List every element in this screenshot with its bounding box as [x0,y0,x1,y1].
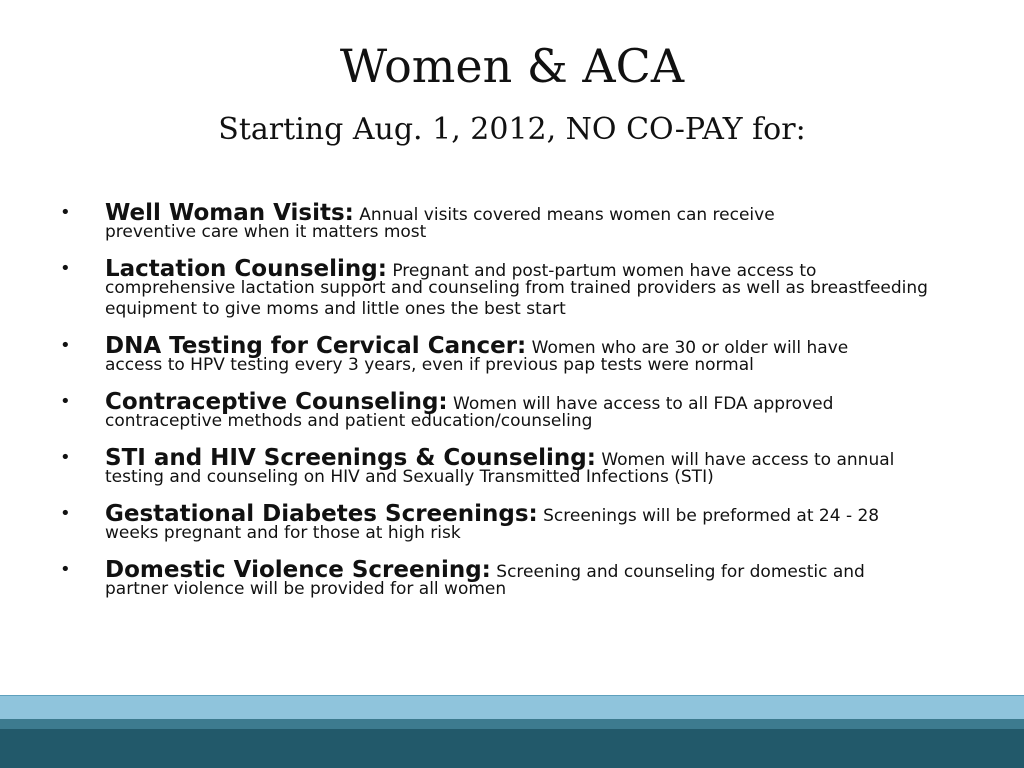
bullet-continuation-text: partner violence will be provided for all women [105,579,507,599]
bullet-item-well-woman [60,200,990,243]
bullet-lead-text: Screenings will be preformed at 24 - 28 [537,506,880,526]
bullet-list [60,200,990,613]
bullet-heading: Contraceptive Counseling: [105,389,448,415]
bullet-lead-text: Annual visits covered means women can receive [353,205,775,225]
bullet-marker: • [60,391,71,412]
bullet-lead-text: Screening and counseling for domestic and [490,562,865,582]
bullet-continuation-text: contraceptive methods and patient education/counseling [105,411,593,431]
bullet-heading: STI and HIV Screenings & Counseling: [105,445,596,471]
bullet-marker: • [60,503,71,524]
bullet-continuation-text: weeks pregnant and for those at high risk [105,523,461,543]
bullet-item-contraceptive [60,389,990,432]
bullet-heading: Gestational Diabetes Screenings: [105,501,538,527]
bullet-heading: DNA Testing for Cervical Cancer: [105,333,527,359]
bullet-continuation-text: access to HPV testing every 3 years, even if previous pap tests were normal [105,355,754,375]
bullet-continuation-text: testing and counseling on HIV and Sexually Transmitted Infections (STI) [105,467,714,487]
bullet-lead-text: Women will have access to annual [595,450,895,470]
bullet-marker: • [60,258,71,279]
bullet-item-dna-testing [60,333,990,376]
bullet-item-lactation [60,256,990,320]
bullet-marker: • [60,447,71,468]
bullet-marker: • [60,335,71,356]
bullet-continuation-text: comprehensive lactation support and counseling from trained providers as well as breastfeeding equipment to give moms and little ones the best start [105,278,928,319]
bullet-marker: • [60,559,71,580]
bullet-heading: Lactation Counseling: [105,256,387,282]
bullet-item-gestational-diabetes [60,501,990,544]
bullet-heading: Well Woman Visits: [105,200,354,226]
slide-subtitle: Starting Aug. 1, 2012, NO CO-PAY for: [218,112,806,147]
footer-band-divider [0,719,1024,729]
bullet-item-sti-hiv [60,445,990,488]
bullet-lead-text: Women who are 30 or older will have [526,338,849,358]
slide-title: Women & ACA [339,39,685,93]
bullet-marker: • [60,202,71,223]
bullet-lead-text: Women will have access to all FDA approved [447,394,834,414]
bullet-continuation-text: preventive care when it matters most [105,222,427,242]
bullet-heading: Domestic Violence Screening: [105,557,491,583]
bullet-item-domestic-violence [60,557,990,600]
footer-band-dark [0,729,1024,768]
footer-band-light [0,695,1024,720]
bullet-lead-text: Pregnant and post-partum women have access to [386,261,817,281]
